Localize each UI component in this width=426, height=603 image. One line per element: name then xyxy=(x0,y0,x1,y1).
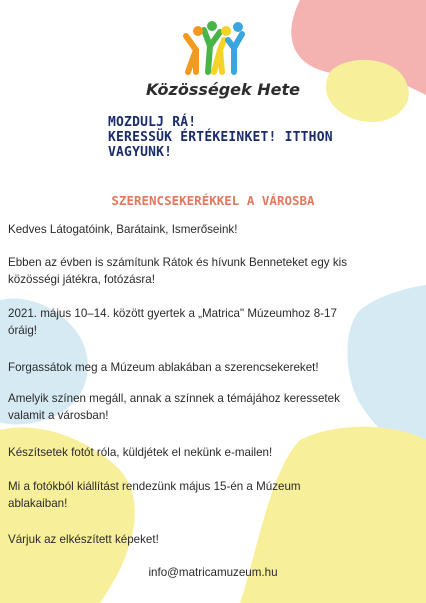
headline-line-3: VAGYUNK! xyxy=(108,145,173,160)
paragraph-line: Ebben az évben is számítunk Rátok és hívunk Benneteket egy kis xyxy=(8,256,347,269)
paragraph-line: ablakaiban! xyxy=(8,497,68,510)
paragraph-line: közösségi játékra, fotózásra! xyxy=(8,273,155,286)
paragraph-closing: Várjuk az elkészített képeket! xyxy=(8,533,159,546)
headline-line-2: KERESSÜK ÉRTÉKEINKET! ITTHON xyxy=(108,130,333,145)
paragraph-color-task xyxy=(8,390,420,424)
people-celebrating-logo-icon xyxy=(178,20,250,82)
paragraph-exhibition xyxy=(8,478,420,512)
contact-email[interactable]: info@matricamuzeum.hu xyxy=(148,566,278,579)
greeting: Kedves Látogatóink, Barátaink, Ismerőseink! xyxy=(8,223,238,236)
paragraph-line: Mi a fotókból kiállítást rendezünk május 15-én a Múzeum xyxy=(8,480,301,493)
paragraph-line: valamit a városban! xyxy=(8,409,109,422)
paragraph-invitation xyxy=(8,254,420,288)
paragraph-wheel: Forgassátok meg a Múzeum ablakában a szerencsekereket! xyxy=(8,361,319,374)
paragraph-photo: Készítsetek fotót róla, küldjétek el nekünk e-mailen! xyxy=(8,446,273,459)
headline-line-1: MOZDULJ RÁ! xyxy=(108,115,197,130)
paragraph-dates xyxy=(8,305,420,339)
headline xyxy=(108,115,378,160)
paragraph-line: 2021. május 10–14. között gyertek a „Matrica" Múzeumhoz 8-17 xyxy=(8,307,337,320)
paragraph-line: Amelyik színen megáll, annak a színnek a témájához keressetek xyxy=(8,392,340,405)
paragraph-line: óráig! xyxy=(8,324,38,337)
brand-name: Közösségek Hete xyxy=(146,80,300,99)
subheading: SZERENCSEKERÉKKEL A VÁROSBA xyxy=(111,193,315,208)
